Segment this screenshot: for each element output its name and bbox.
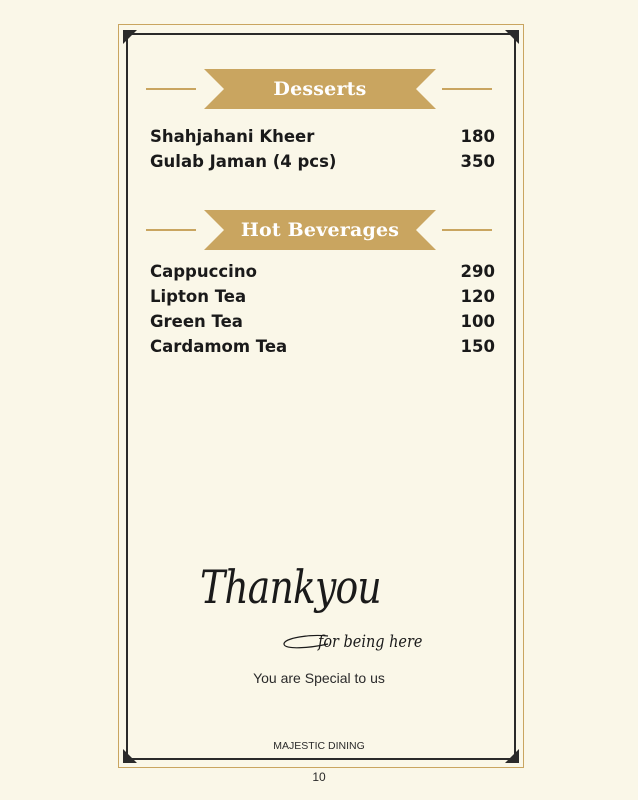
for-being-here-text: for being here bbox=[318, 632, 423, 652]
menu-item bbox=[150, 337, 495, 362]
section-title: Hot Beverages bbox=[240, 219, 400, 241]
menu-item bbox=[150, 312, 495, 337]
thankyou-text: Thankyou bbox=[200, 560, 381, 614]
menu-list-hot-beverages bbox=[150, 262, 495, 362]
section-title: Desserts bbox=[273, 78, 367, 100]
header-rule-right bbox=[442, 229, 492, 231]
item-price: 180 bbox=[460, 127, 495, 146]
item-price: 350 bbox=[460, 152, 495, 171]
corner-ornament-top-right bbox=[505, 30, 519, 44]
item-price: 290 bbox=[460, 262, 495, 281]
ribbon-banner bbox=[204, 69, 436, 109]
corner-ornament-top-left bbox=[123, 30, 137, 44]
menu-item bbox=[150, 152, 495, 177]
menu-list-desserts bbox=[150, 127, 495, 177]
header-rule-left bbox=[146, 229, 196, 231]
item-price: 100 bbox=[460, 312, 495, 331]
footer-brand: MAJESTIC DINING bbox=[273, 740, 365, 752]
ribbon-banner bbox=[204, 210, 436, 250]
item-name: Cappuccino bbox=[150, 262, 257, 281]
header-rule-right bbox=[442, 88, 492, 90]
header-rule-left bbox=[146, 88, 196, 90]
menu-item bbox=[150, 262, 495, 287]
menu-item bbox=[150, 127, 495, 152]
item-name: Gulab Jaman (4 pcs) bbox=[150, 152, 337, 171]
item-price: 120 bbox=[460, 287, 495, 306]
item-price: 150 bbox=[460, 337, 495, 356]
section-header-desserts bbox=[146, 69, 492, 109]
item-name: Lipton Tea bbox=[150, 287, 247, 306]
menu-item bbox=[150, 287, 495, 312]
special-message: You are Special to us bbox=[253, 670, 385, 686]
item-name: Cardamom Tea bbox=[150, 337, 288, 356]
item-name: Shahjahani Kheer bbox=[150, 127, 315, 146]
section-header-hot-beverages bbox=[146, 210, 492, 250]
page-number: 10 bbox=[312, 770, 326, 784]
item-name: Green Tea bbox=[150, 312, 243, 331]
